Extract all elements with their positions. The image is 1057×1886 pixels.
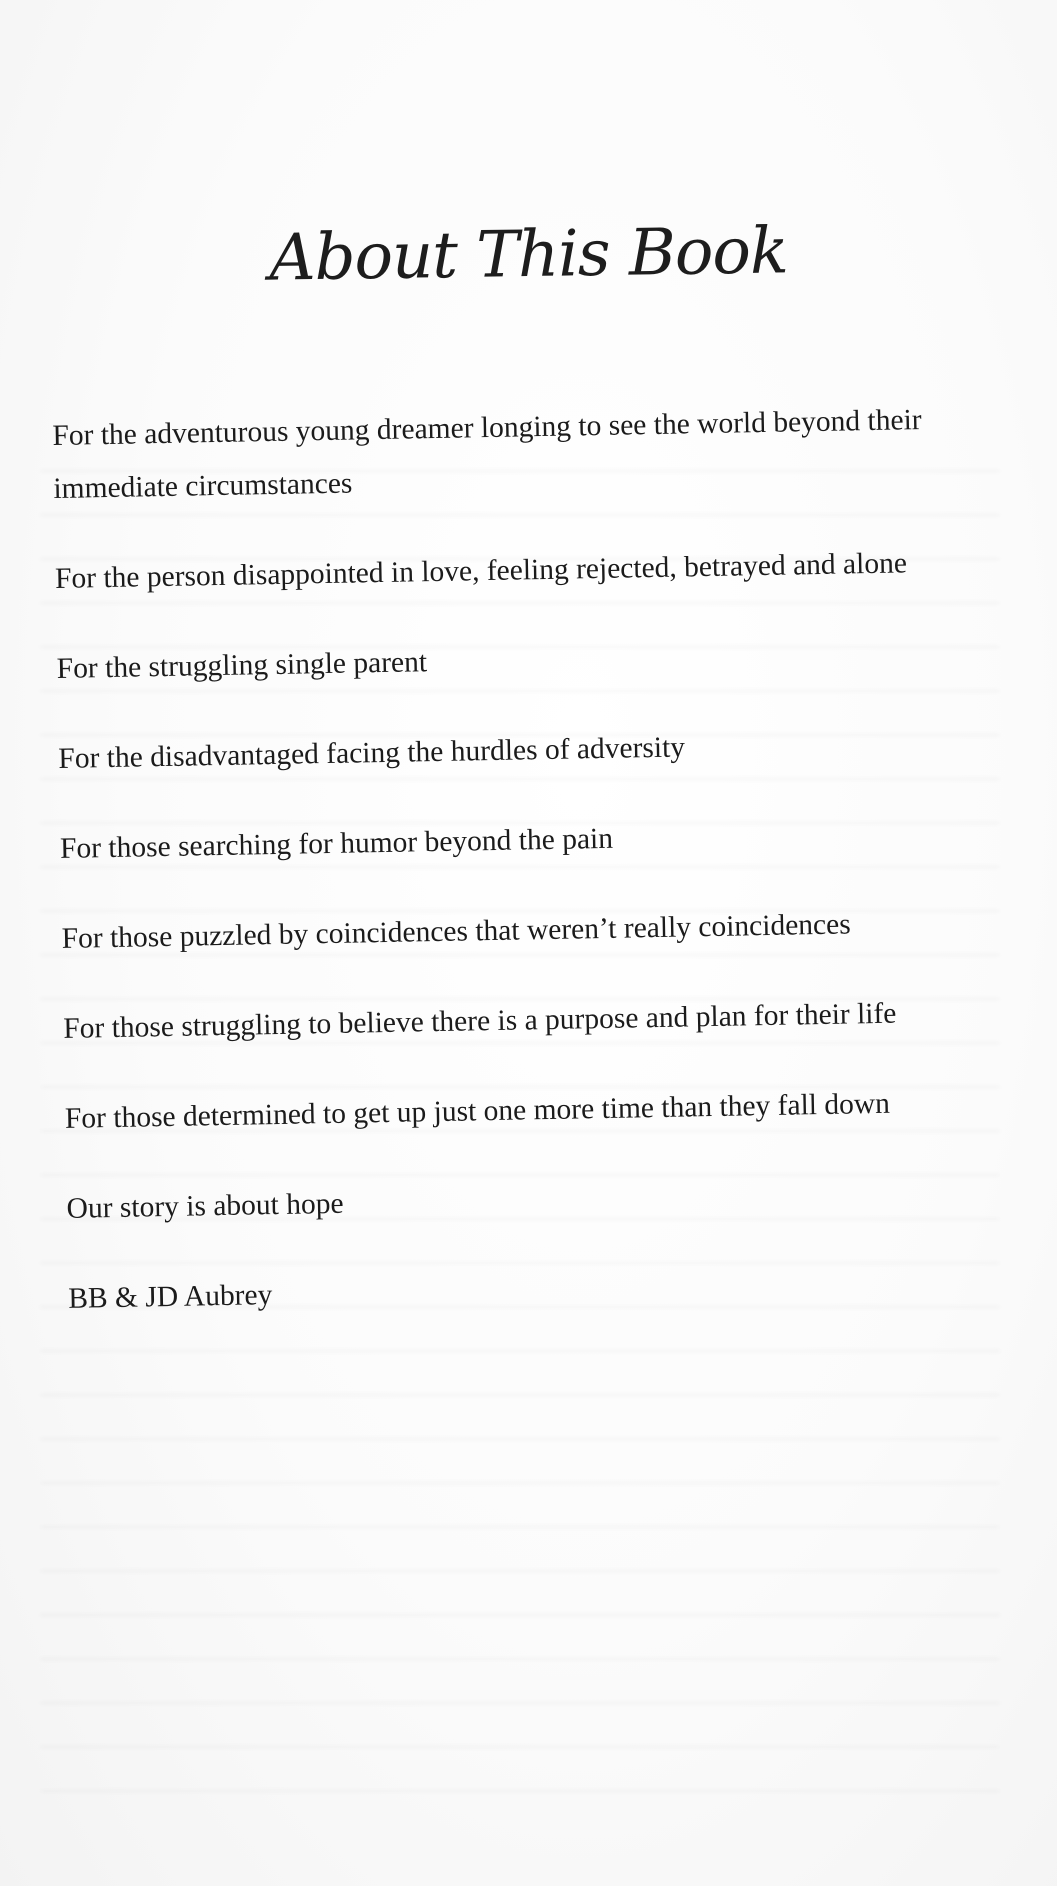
- paragraph-hope: Our story is about hope: [66, 1187, 344, 1225]
- author-signature: BB & JD Aubrey: [67, 1279, 273, 1315]
- paragraph-determined: For those determined to get up just one more time than they fall down: [64, 1087, 891, 1135]
- paragraph-coincidences: For those puzzled by coincidences that weren’t really coincidences: [61, 908, 851, 955]
- paragraph-dreamer: For the adventurous young dreamer longing to see the world beyond their immediate circumstances: [52, 404, 922, 505]
- paragraph-adversity: For the disadvantaged facing the hurdles of adversity: [58, 731, 686, 775]
- page-title: About This Book: [268, 214, 789, 296]
- paragraph-purpose: For those struggling to believe there is a purpose and plan for their life: [63, 997, 897, 1045]
- paragraph-humor: For those searching for humor beyond the pain: [59, 822, 614, 865]
- paragraph-single-parent: For the struggling single parent: [56, 646, 428, 685]
- paragraph-love: For the person disappointed in love, feeling rejected, betrayed and alone: [54, 547, 908, 595]
- dedication-text: [52, 393, 1019, 1326]
